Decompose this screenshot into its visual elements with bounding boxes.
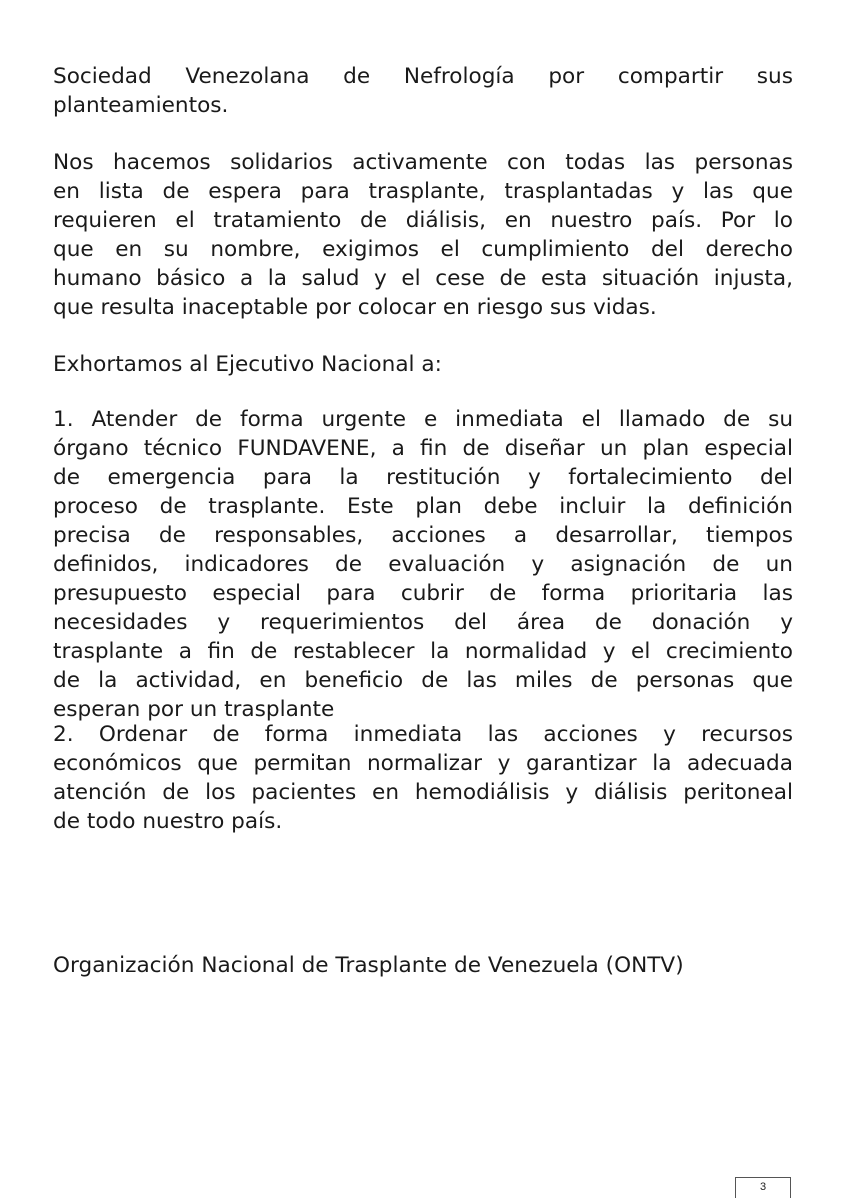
text-line: precisa de responsables, acciones a desarrollar, tiempos: [53, 523, 793, 548]
text-line: Exhortamos al Ejecutivo Nacional a:: [53, 352, 442, 377]
paragraph-exhortation-intro: [53, 350, 793, 379]
text-line: esperan por un trasplante: [53, 697, 335, 722]
text-line: presupuesto especial para cubrir de forma prioritaria las: [53, 581, 793, 606]
signature-organization: [53, 951, 793, 980]
paragraph-solidarity: [53, 148, 793, 322]
text-line: Sociedad Venezolana de Nefrología por compartir sus: [53, 64, 793, 89]
text-line: atención de los pacientes en hemodiálisis y diálisis peritoneal: [53, 780, 793, 805]
text-line: planteamientos.: [53, 93, 229, 118]
text-line: requieren el tratamiento de diálisis, en nuestro país. Por lo: [53, 208, 793, 233]
list-item-2: [53, 720, 793, 836]
text-line: en lista de espera para trasplante, trasplantadas y las que: [53, 179, 793, 204]
text-line: definidos, indicadores de evaluación y asignación de un: [53, 552, 793, 577]
text-line: Nos hacemos solidarios activamente con todas las personas: [53, 150, 793, 175]
text-line: de todo nuestro país.: [53, 809, 283, 834]
text-line: proceso de trasplante. Este plan debe incluir la definición: [53, 494, 793, 519]
text-line: de emergencia para la restitución y fortalecimiento del: [53, 465, 793, 490]
signature-text: Organización Nacional de Trasplante de Venezuela (ONTV): [53, 953, 684, 978]
text-line: órgano técnico FUNDAVENE, a fin de diseñar un plan especial: [53, 436, 793, 461]
list-item-1: [53, 405, 793, 724]
text-line: económicos que permitan normalizar y garantizar la adecuada: [53, 751, 793, 776]
text-line: de la actividad, en beneficio de las miles de personas que: [53, 668, 793, 693]
text-line: humano básico a la salud y el cese de esta situación injusta,: [53, 266, 793, 291]
text-line: que resulta inaceptable por colocar en riesgo sus vidas.: [53, 295, 657, 320]
text-line: trasplante a fin de restablecer la normalidad y el crecimiento: [53, 639, 793, 664]
paragraph-closing-acknowledgment: [53, 62, 793, 120]
text-line: 1. Atender de forma urgente e inmediata el llamado de su: [53, 407, 793, 432]
page-number: 3: [735, 1177, 791, 1198]
text-line: 2. Ordenar de forma inmediata las acciones y recursos: [53, 722, 793, 747]
text-line: que en su nombre, exigimos el cumplimiento del derecho: [53, 237, 793, 262]
text-line: necesidades y requerimientos del área de donación y: [53, 610, 793, 635]
